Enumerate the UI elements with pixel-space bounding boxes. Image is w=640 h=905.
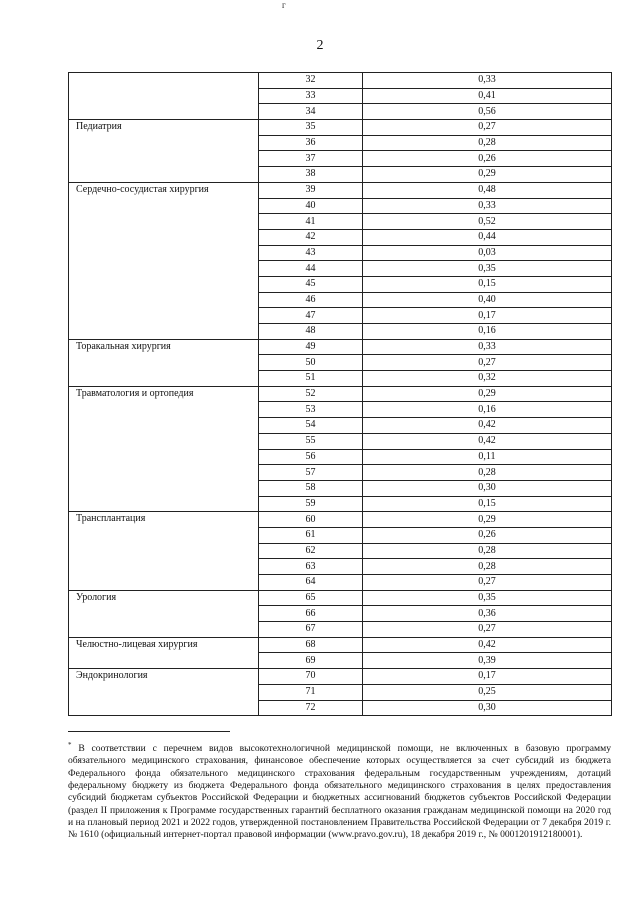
footnote [68,739,611,842]
vmp-coefficients-table [68,72,612,716]
row-number-cell: 38 [259,167,363,183]
row-number-cell: 46 [259,292,363,308]
table-row [69,512,612,528]
category-cell [69,261,259,277]
coefficient-cell: 0,11 [363,449,612,465]
row-number-cell: 59 [259,496,363,512]
coefficient-cell: 0,03 [363,245,612,261]
coefficient-cell: 0,27 [363,622,612,638]
category-cell [69,88,259,104]
coefficient-cell: 0,26 [363,527,612,543]
coefficient-cell: 0,52 [363,214,612,230]
row-number-cell: 49 [259,339,363,355]
table-row [69,465,612,481]
row-number-cell: 48 [259,324,363,340]
coefficient-cell: 0,29 [363,386,612,402]
category-cell: Травматология и ортопедия [69,386,259,402]
table-row [69,88,612,104]
row-number-cell: 54 [259,418,363,434]
category-cell [69,700,259,716]
row-number-cell: 34 [259,104,363,120]
table-row [69,229,612,245]
table-row [69,151,612,167]
coefficient-cell: 0,42 [363,433,612,449]
coefficient-cell: 0,26 [363,151,612,167]
coefficient-cell: 0,16 [363,402,612,418]
table-row [69,386,612,402]
row-number-cell: 50 [259,355,363,371]
table-row [69,669,612,685]
category-cell [69,276,259,292]
coefficient-cell: 0,15 [363,496,612,512]
coefficient-cell: 0,40 [363,292,612,308]
category-cell [69,433,259,449]
coefficient-cell: 0,56 [363,104,612,120]
table-row [69,120,612,136]
row-number-cell: 70 [259,669,363,685]
coefficient-cell: 0,16 [363,324,612,340]
category-cell: Сердечно-сосудистая хирургия [69,182,259,198]
table-row [69,371,612,387]
category-cell [69,418,259,434]
table-row [69,308,612,324]
coefficient-cell: 0,39 [363,653,612,669]
table-row [69,198,612,214]
footnote-text: В соответствии с перечнем видов высокотехнологичной медицинской помощи, не включенных в базовую программу обязательного медицинского страхования, финансовое обеспечение которых осуществляется за счет субсидий из бюджета Федерального фонда обязательного медицинского страхования федеральным государственным учреждениям, дотаций федеральному бюджету из бюджета Федерального фонда обязательного медицинского страхования в целях предоставления субсидий бюджетам субъектов Российской Федерации и бюджетных ассигнований бюджетов субъектов Российской Федерации (раздел II приложения к Программе государственных гарантий бесплатного оказания гражданам медицинской помощи на 2020 год и на плановый период 2021 и 2022 годов, утвержденной постановлением Правительства Российской Федерации от 7 декабря 2019 г. № 1610 (официальный интернет-портал правовой информации (www.pravo.gov.ru), 18 декабря 2019 г., № 0001201912180001). [68,743,611,841]
coefficient-cell: 0,28 [363,543,612,559]
table-row [69,73,612,89]
row-number-cell: 36 [259,135,363,151]
coefficient-cell: 0,48 [363,182,612,198]
category-cell [69,135,259,151]
category-cell [69,527,259,543]
category-cell [69,684,259,700]
row-number-cell: 32 [259,73,363,89]
coefficient-cell: 0,17 [363,669,612,685]
table-row [69,324,612,340]
coefficient-cell: 0,28 [363,135,612,151]
row-number-cell: 41 [259,214,363,230]
table-row [69,496,612,512]
coefficient-cell: 0,29 [363,167,612,183]
row-number-cell: 69 [259,653,363,669]
row-number-cell: 42 [259,229,363,245]
coefficient-cell: 0,25 [363,684,612,700]
category-cell [69,496,259,512]
row-number-cell: 39 [259,182,363,198]
row-number-cell: 67 [259,622,363,638]
row-number-cell: 72 [259,700,363,716]
coefficient-cell: 0,36 [363,606,612,622]
page-number: 2 [316,38,324,53]
row-number-cell: 68 [259,637,363,653]
row-number-cell: 61 [259,527,363,543]
category-cell [69,198,259,214]
row-number-cell: 63 [259,559,363,575]
category-cell [69,480,259,496]
category-cell [69,449,259,465]
category-cell [69,245,259,261]
table-row [69,355,612,371]
row-number-cell: 66 [259,606,363,622]
coefficient-cell: 0,29 [363,512,612,528]
table-row [69,245,612,261]
coefficient-cell: 0,30 [363,480,612,496]
table-row [69,135,612,151]
category-cell [69,402,259,418]
coefficient-cell: 0,33 [363,198,612,214]
coefficient-cell: 0,33 [363,73,612,89]
category-cell [69,622,259,638]
table-row [69,182,612,198]
table-body [69,73,612,716]
category-cell: Трансплантация [69,512,259,528]
category-cell [69,229,259,245]
table-row [69,261,612,277]
row-number-cell: 64 [259,575,363,591]
row-number-cell: 33 [259,88,363,104]
row-number-cell: 40 [259,198,363,214]
coefficient-cell: 0,42 [363,418,612,434]
table-row [69,433,612,449]
row-number-cell: 51 [259,371,363,387]
category-cell: Эндокринология [69,669,259,685]
coefficient-cell: 0,44 [363,229,612,245]
category-cell [69,355,259,371]
category-cell [69,151,259,167]
row-number-cell: 58 [259,480,363,496]
category-cell [69,559,259,575]
coefficient-cell: 0,32 [363,371,612,387]
category-cell [69,371,259,387]
table-row [69,575,612,591]
table-row [69,167,612,183]
category-cell [69,465,259,481]
table-row [69,622,612,638]
row-number-cell: 71 [259,684,363,700]
category-cell [69,214,259,230]
category-cell: Урология [69,590,259,606]
table-row [69,418,612,434]
table-row [69,276,612,292]
row-number-cell: 62 [259,543,363,559]
table-row [69,339,612,355]
table-row [69,559,612,575]
row-number-cell: 57 [259,465,363,481]
category-cell [69,308,259,324]
table-row [69,590,612,606]
table-row [69,480,612,496]
table-row [69,214,612,230]
category-cell: Педиатрия [69,120,259,136]
coefficient-cell: 0,27 [363,575,612,591]
row-number-cell: 35 [259,120,363,136]
coefficient-cell: 0,27 [363,120,612,136]
category-cell [69,104,259,120]
table-row [69,637,612,653]
scan-mark: г [282,0,286,10]
table-row [69,684,612,700]
row-number-cell: 44 [259,261,363,277]
category-cell [69,292,259,308]
table-row [69,104,612,120]
footnote-marker: * [68,741,72,749]
table-row [69,449,612,465]
category-cell [69,73,259,89]
row-number-cell: 60 [259,512,363,528]
table-row [69,543,612,559]
coefficient-cell: 0,35 [363,590,612,606]
row-number-cell: 37 [259,151,363,167]
category-cell [69,324,259,340]
coefficient-cell: 0,42 [363,637,612,653]
table-row [69,653,612,669]
table-row [69,292,612,308]
category-cell [69,653,259,669]
row-number-cell: 65 [259,590,363,606]
row-number-cell: 53 [259,402,363,418]
table-row [69,606,612,622]
table-row [69,700,612,716]
category-cell [69,543,259,559]
coefficient-cell: 0,28 [363,559,612,575]
coefficient-cell: 0,15 [363,276,612,292]
row-number-cell: 56 [259,449,363,465]
coefficient-cell: 0,41 [363,88,612,104]
table-row [69,527,612,543]
footnote-divider [68,731,230,732]
category-cell: Челюстно-лицевая хирургия [69,637,259,653]
coefficient-cell: 0,28 [363,465,612,481]
category-cell [69,167,259,183]
row-number-cell: 47 [259,308,363,324]
row-number-cell: 43 [259,245,363,261]
row-number-cell: 52 [259,386,363,402]
coefficient-cell: 0,33 [363,339,612,355]
coefficient-cell: 0,35 [363,261,612,277]
coefficient-cell: 0,30 [363,700,612,716]
coefficient-cell: 0,17 [363,308,612,324]
row-number-cell: 55 [259,433,363,449]
row-number-cell: 45 [259,276,363,292]
category-cell [69,575,259,591]
category-cell [69,606,259,622]
category-cell: Торакальная хирургия [69,339,259,355]
coefficient-cell: 0,27 [363,355,612,371]
table-row [69,402,612,418]
